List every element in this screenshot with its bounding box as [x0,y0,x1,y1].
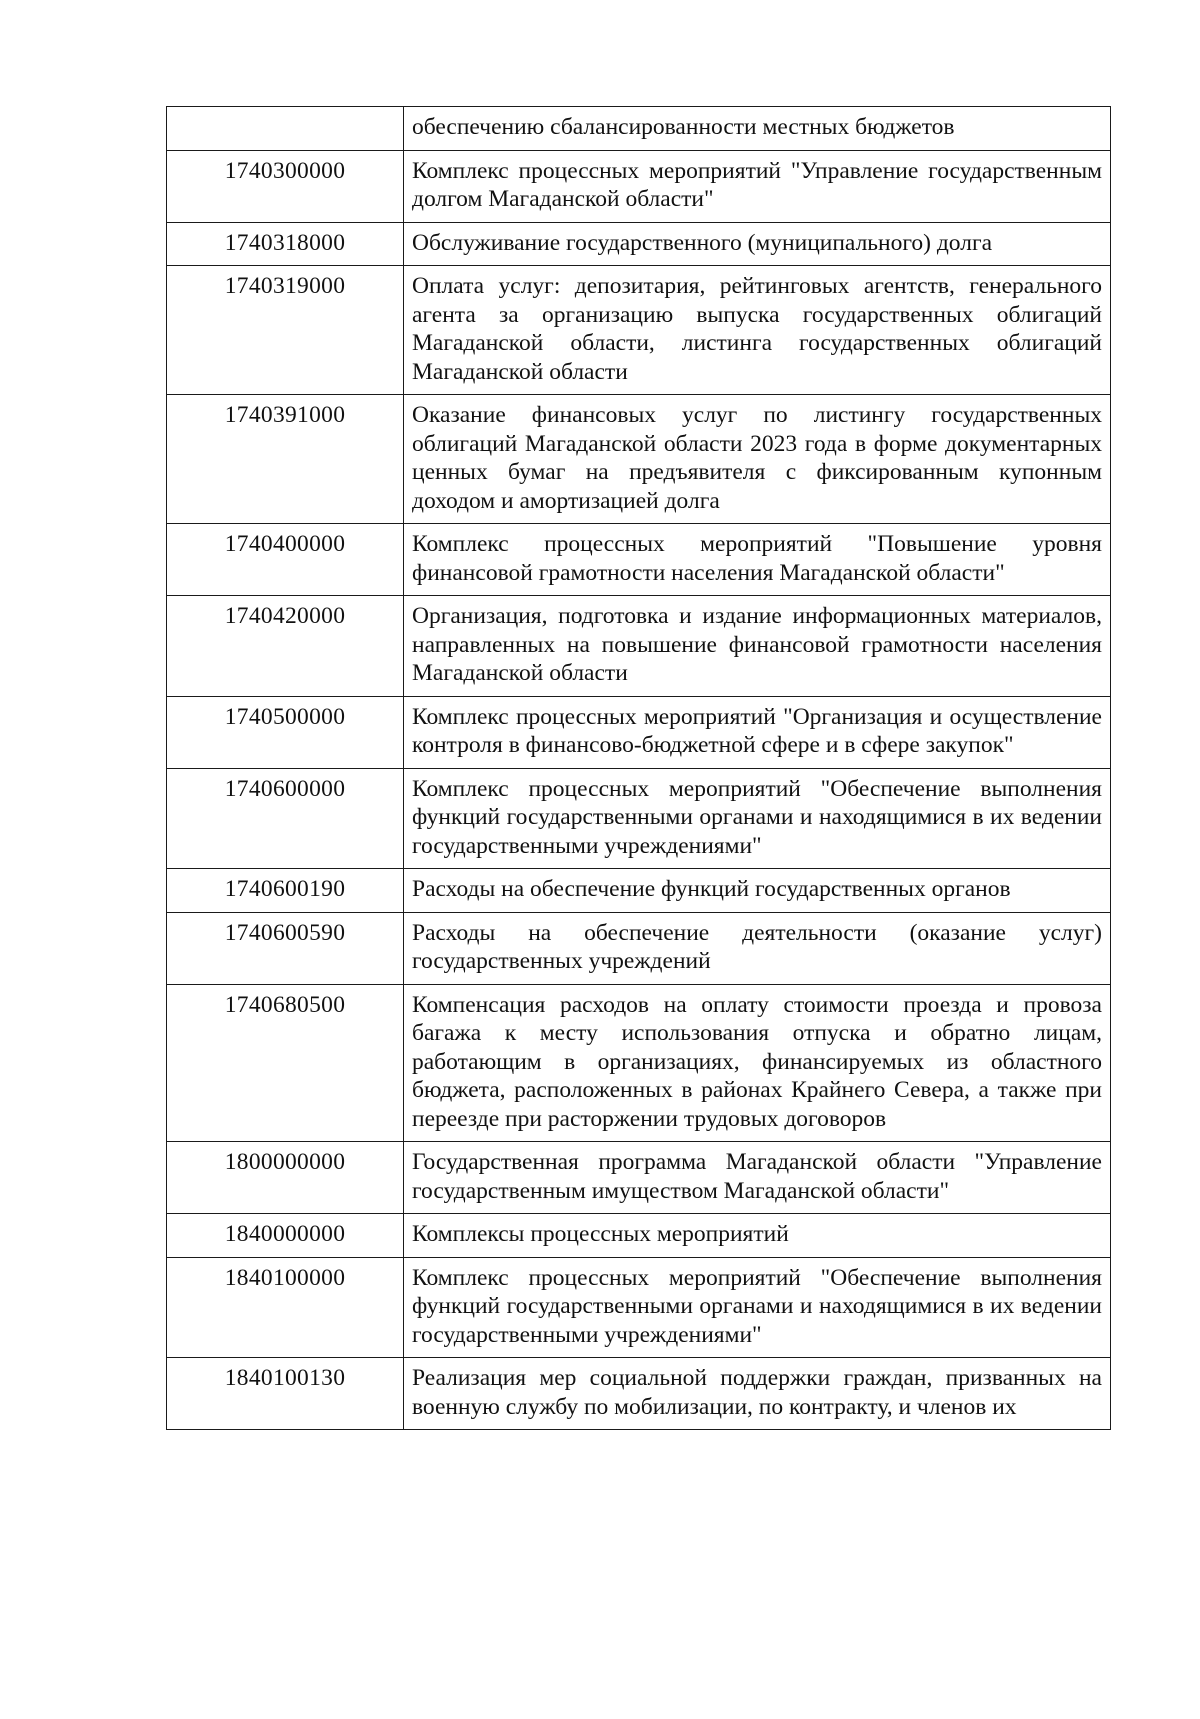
target-article-name: обеспечению сбалансированности местных бюджетов [404,107,1111,151]
table-row [167,768,1111,869]
target-article-name: Оказание финансовых услуг по листингу государственных облигаций Магаданской области 2023 года в форме документарных ценных бумаг на предъявителя с фиксированным купонным доходом и амортизацией долга [404,395,1111,524]
target-article-name: Организация, подготовка и издание информационных материалов, направленных на повышение финансовой грамотности населения Магаданской области [404,596,1111,697]
target-article-name: Комплекс процессных мероприятий "Повышение уровня финансовой грамотности населения Магаданской области" [404,524,1111,596]
table-row [167,1257,1111,1358]
table-row [167,1358,1111,1430]
target-article-code: 1740400000 [167,524,404,596]
target-article-name: Расходы на обеспечение функций государственных органов [404,869,1111,913]
budget-classification-table [166,106,1111,1430]
target-article-name: Комплексы процессных мероприятий [404,1214,1111,1258]
table-row [167,869,1111,913]
target-article-name: Комплекс процессных мероприятий "Организация и осуществление контроля в финансово-бюджетной сфере и в сфере закупок" [404,696,1111,768]
target-article-name: Комплекс процессных мероприятий "Управление государственным долгом Магаданской области" [404,150,1111,222]
target-article-code: 1800000000 [167,1142,404,1214]
table-row [167,596,1111,697]
table-row [167,696,1111,768]
target-article-code: 1740319000 [167,266,404,395]
target-article-code: 1740300000 [167,150,404,222]
target-article-code: 1740600590 [167,912,404,984]
target-article-code: 1840000000 [167,1214,404,1258]
table-row [167,266,1111,395]
table-row [167,395,1111,524]
target-article-code: 1740680500 [167,984,404,1142]
target-article-name: Реализация мер социальной поддержки граждан, призванных на военную службу по мобилизации, по контракту, и членов их [404,1358,1111,1430]
target-article-name: Оплата услуг: депозитария, рейтинговых агентств, генерального агента за организацию выпуска государственных облигаций Магаданской области, листинга государственных облигаций Магаданской области [404,266,1111,395]
table-row [167,1214,1111,1258]
target-article-code: 1740318000 [167,222,404,266]
table-row [167,150,1111,222]
target-article-name: Обслуживание государственного (муниципального) долга [404,222,1111,266]
table-row [167,107,1111,151]
target-article-name: Комплекс процессных мероприятий "Обеспечение выполнения функций государственными органами и находящимися в их ведении государственными учреждениями" [404,1257,1111,1358]
target-article-code: 1740600190 [167,869,404,913]
target-article-code: 1740500000 [167,696,404,768]
target-article-code: 1740600000 [167,768,404,869]
target-article-name: Компенсация расходов на оплату стоимости проезда и провоза багажа к месту использования отпуска и обратно лицам, работающим в организациях, финансируемых из областного бюджета, расположенных в районах Крайнего Севера, а также при переезде при расторжении трудовых договоров [404,984,1111,1142]
table-body [167,107,1111,1430]
target-article-name: Комплекс процессных мероприятий "Обеспечение выполнения функций государственными органами и находящимися в их ведении государственными учреждениями" [404,768,1111,869]
table-row [167,524,1111,596]
table-row [167,984,1111,1142]
target-article-name: Расходы на обеспечение деятельности (оказание услуг) государственных учреждений [404,912,1111,984]
target-article-code: 1740391000 [167,395,404,524]
table-row [167,912,1111,984]
target-article-name: Государственная программа Магаданской области "Управление государственным имуществом Магаданской области" [404,1142,1111,1214]
table-row [167,1142,1111,1214]
target-article-code: 1840100130 [167,1358,404,1430]
table-row [167,222,1111,266]
target-article-code: 1840100000 [167,1257,404,1358]
target-article-code [167,107,404,151]
target-article-code: 1740420000 [167,596,404,697]
